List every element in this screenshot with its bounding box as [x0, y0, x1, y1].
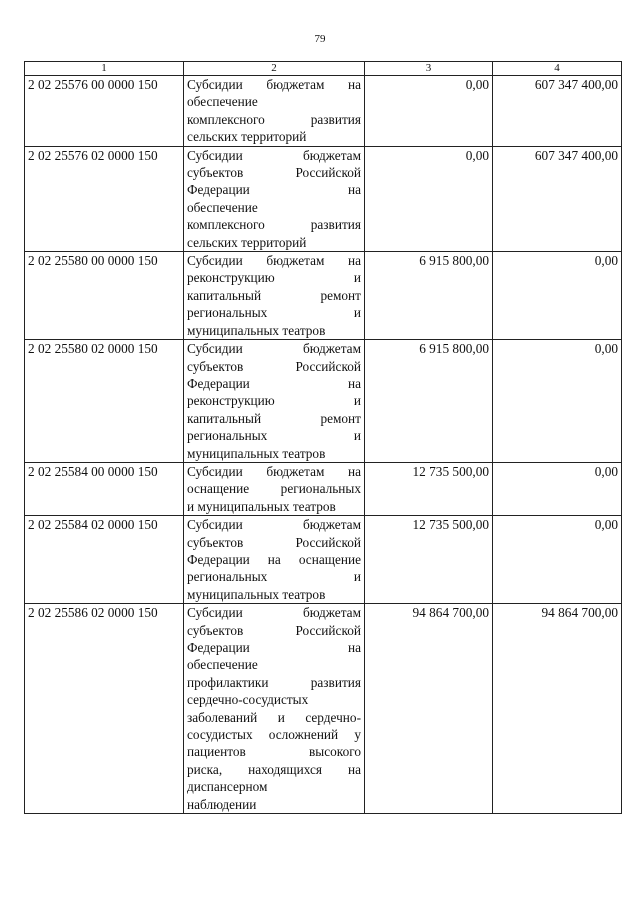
description-cell — [184, 146, 365, 251]
description-cell — [184, 340, 365, 463]
amount-col4-cell: 0,00 — [493, 462, 622, 515]
description-line: сосудистых осложнений у — [187, 727, 361, 743]
table-row — [25, 146, 622, 251]
description-line: обеспечение — [187, 199, 258, 215]
description-line: субъектов Российской — [187, 358, 361, 374]
description-line: Субсидии бюджетам — [187, 605, 361, 621]
description-line: реконструкцию и — [187, 270, 361, 286]
description-line: комплексного развития — [187, 217, 361, 233]
description-line: Субсидии бюджетам — [187, 517, 361, 533]
description-line: субъектов Российской — [187, 165, 361, 181]
table-row — [25, 516, 622, 604]
description-line: реконструкцию и — [187, 393, 361, 409]
description-line: Субсидии бюджетам на — [187, 463, 361, 479]
description-line: сельских территорий — [187, 129, 307, 145]
description-line: обеспечение — [187, 657, 258, 673]
amount-col4-cell: 0,00 — [493, 516, 622, 604]
amount-col4-cell: 94 864 700,00 — [493, 604, 622, 814]
budget-code-cell: 2 02 25580 02 0000 150 — [25, 340, 184, 463]
amount-col4-cell: 0,00 — [493, 340, 622, 463]
amount-col4-cell: 607 347 400,00 — [493, 146, 622, 251]
header-cell-4: 4 — [493, 62, 622, 76]
description-line: заболеваний и сердечно- — [187, 709, 361, 725]
amount-col3-cell: 6 915 800,00 — [365, 252, 493, 340]
description-line: Федерации на — [187, 375, 361, 391]
description-line: муниципальных театров — [187, 445, 326, 461]
description-line: Федерации на оснащение — [187, 551, 361, 567]
description-line: капитальный ремонт — [187, 410, 361, 426]
page-number: 79 — [314, 33, 326, 45]
description-line: капитальный ремонт — [187, 287, 361, 303]
description-cell — [184, 604, 365, 814]
table-row — [25, 462, 622, 515]
description-line: субъектов Российской — [187, 534, 361, 550]
header-cell-1: 1 — [25, 62, 184, 76]
budget-code-cell: 2 02 25584 02 0000 150 — [25, 516, 184, 604]
budget-code-cell: 2 02 25576 00 0000 150 — [25, 76, 184, 147]
amount-col3-cell: 6 915 800,00 — [365, 340, 493, 463]
description-line: региональных и — [187, 428, 361, 444]
description-line: муниципальных театров — [187, 322, 326, 338]
budget-code-cell: 2 02 25576 02 0000 150 — [25, 146, 184, 251]
description-line: профилактики развития — [187, 674, 361, 690]
description-cell — [184, 252, 365, 340]
amount-col4-cell: 607 347 400,00 — [493, 76, 622, 147]
amount-col3-cell: 94 864 700,00 — [365, 604, 493, 814]
description-line: региональных и — [187, 569, 361, 585]
description-line: сельских территорий — [187, 234, 307, 250]
header-cell-3: 3 — [365, 62, 493, 76]
amount-col3-cell: 12 735 500,00 — [365, 462, 493, 515]
description-line: Субсидии бюджетам — [187, 147, 361, 163]
header-row — [25, 62, 622, 76]
table-row — [25, 340, 622, 463]
description-line: оснащение региональных — [187, 481, 361, 497]
amount-col4-cell: 0,00 — [493, 252, 622, 340]
description-line: диспансерном — [187, 779, 268, 795]
budget-table — [24, 61, 622, 814]
description-line: пациентов высокого — [187, 744, 361, 760]
description-cell — [184, 462, 365, 515]
amount-col3-cell: 0,00 — [365, 146, 493, 251]
description-line: Субсидии бюджетам — [187, 341, 361, 357]
description-line: муниципальных театров — [187, 586, 326, 602]
description-line: комплексного развития — [187, 111, 361, 127]
description-line: Федерации на — [187, 640, 361, 655]
table-row — [25, 604, 622, 814]
description-cell — [184, 76, 365, 147]
description-line: Федерации на — [187, 182, 361, 198]
description-line: риска, находящихся на — [187, 761, 361, 777]
description-line: Субсидии бюджетам на — [187, 77, 361, 92]
description-line: субъектов Российской — [187, 622, 361, 638]
table-row — [25, 252, 622, 340]
description-line: Субсидии бюджетам на — [187, 253, 361, 269]
description-line: обеспечение — [187, 94, 258, 110]
description-line: сердечно-сосудистых — [187, 692, 309, 708]
budget-code-cell: 2 02 25580 00 0000 150 — [25, 252, 184, 340]
description-line: наблюдении — [187, 796, 257, 812]
amount-col3-cell: 0,00 — [365, 76, 493, 147]
description-line: региональных и — [187, 305, 361, 321]
description-cell — [184, 516, 365, 604]
description-line: и муниципальных театров — [187, 498, 336, 514]
table-row — [25, 76, 622, 147]
header-cell-2: 2 — [184, 62, 365, 76]
budget-code-cell: 2 02 25584 00 0000 150 — [25, 462, 184, 515]
budget-code-cell: 2 02 25586 02 0000 150 — [25, 604, 184, 814]
amount-col3-cell: 12 735 500,00 — [365, 516, 493, 604]
